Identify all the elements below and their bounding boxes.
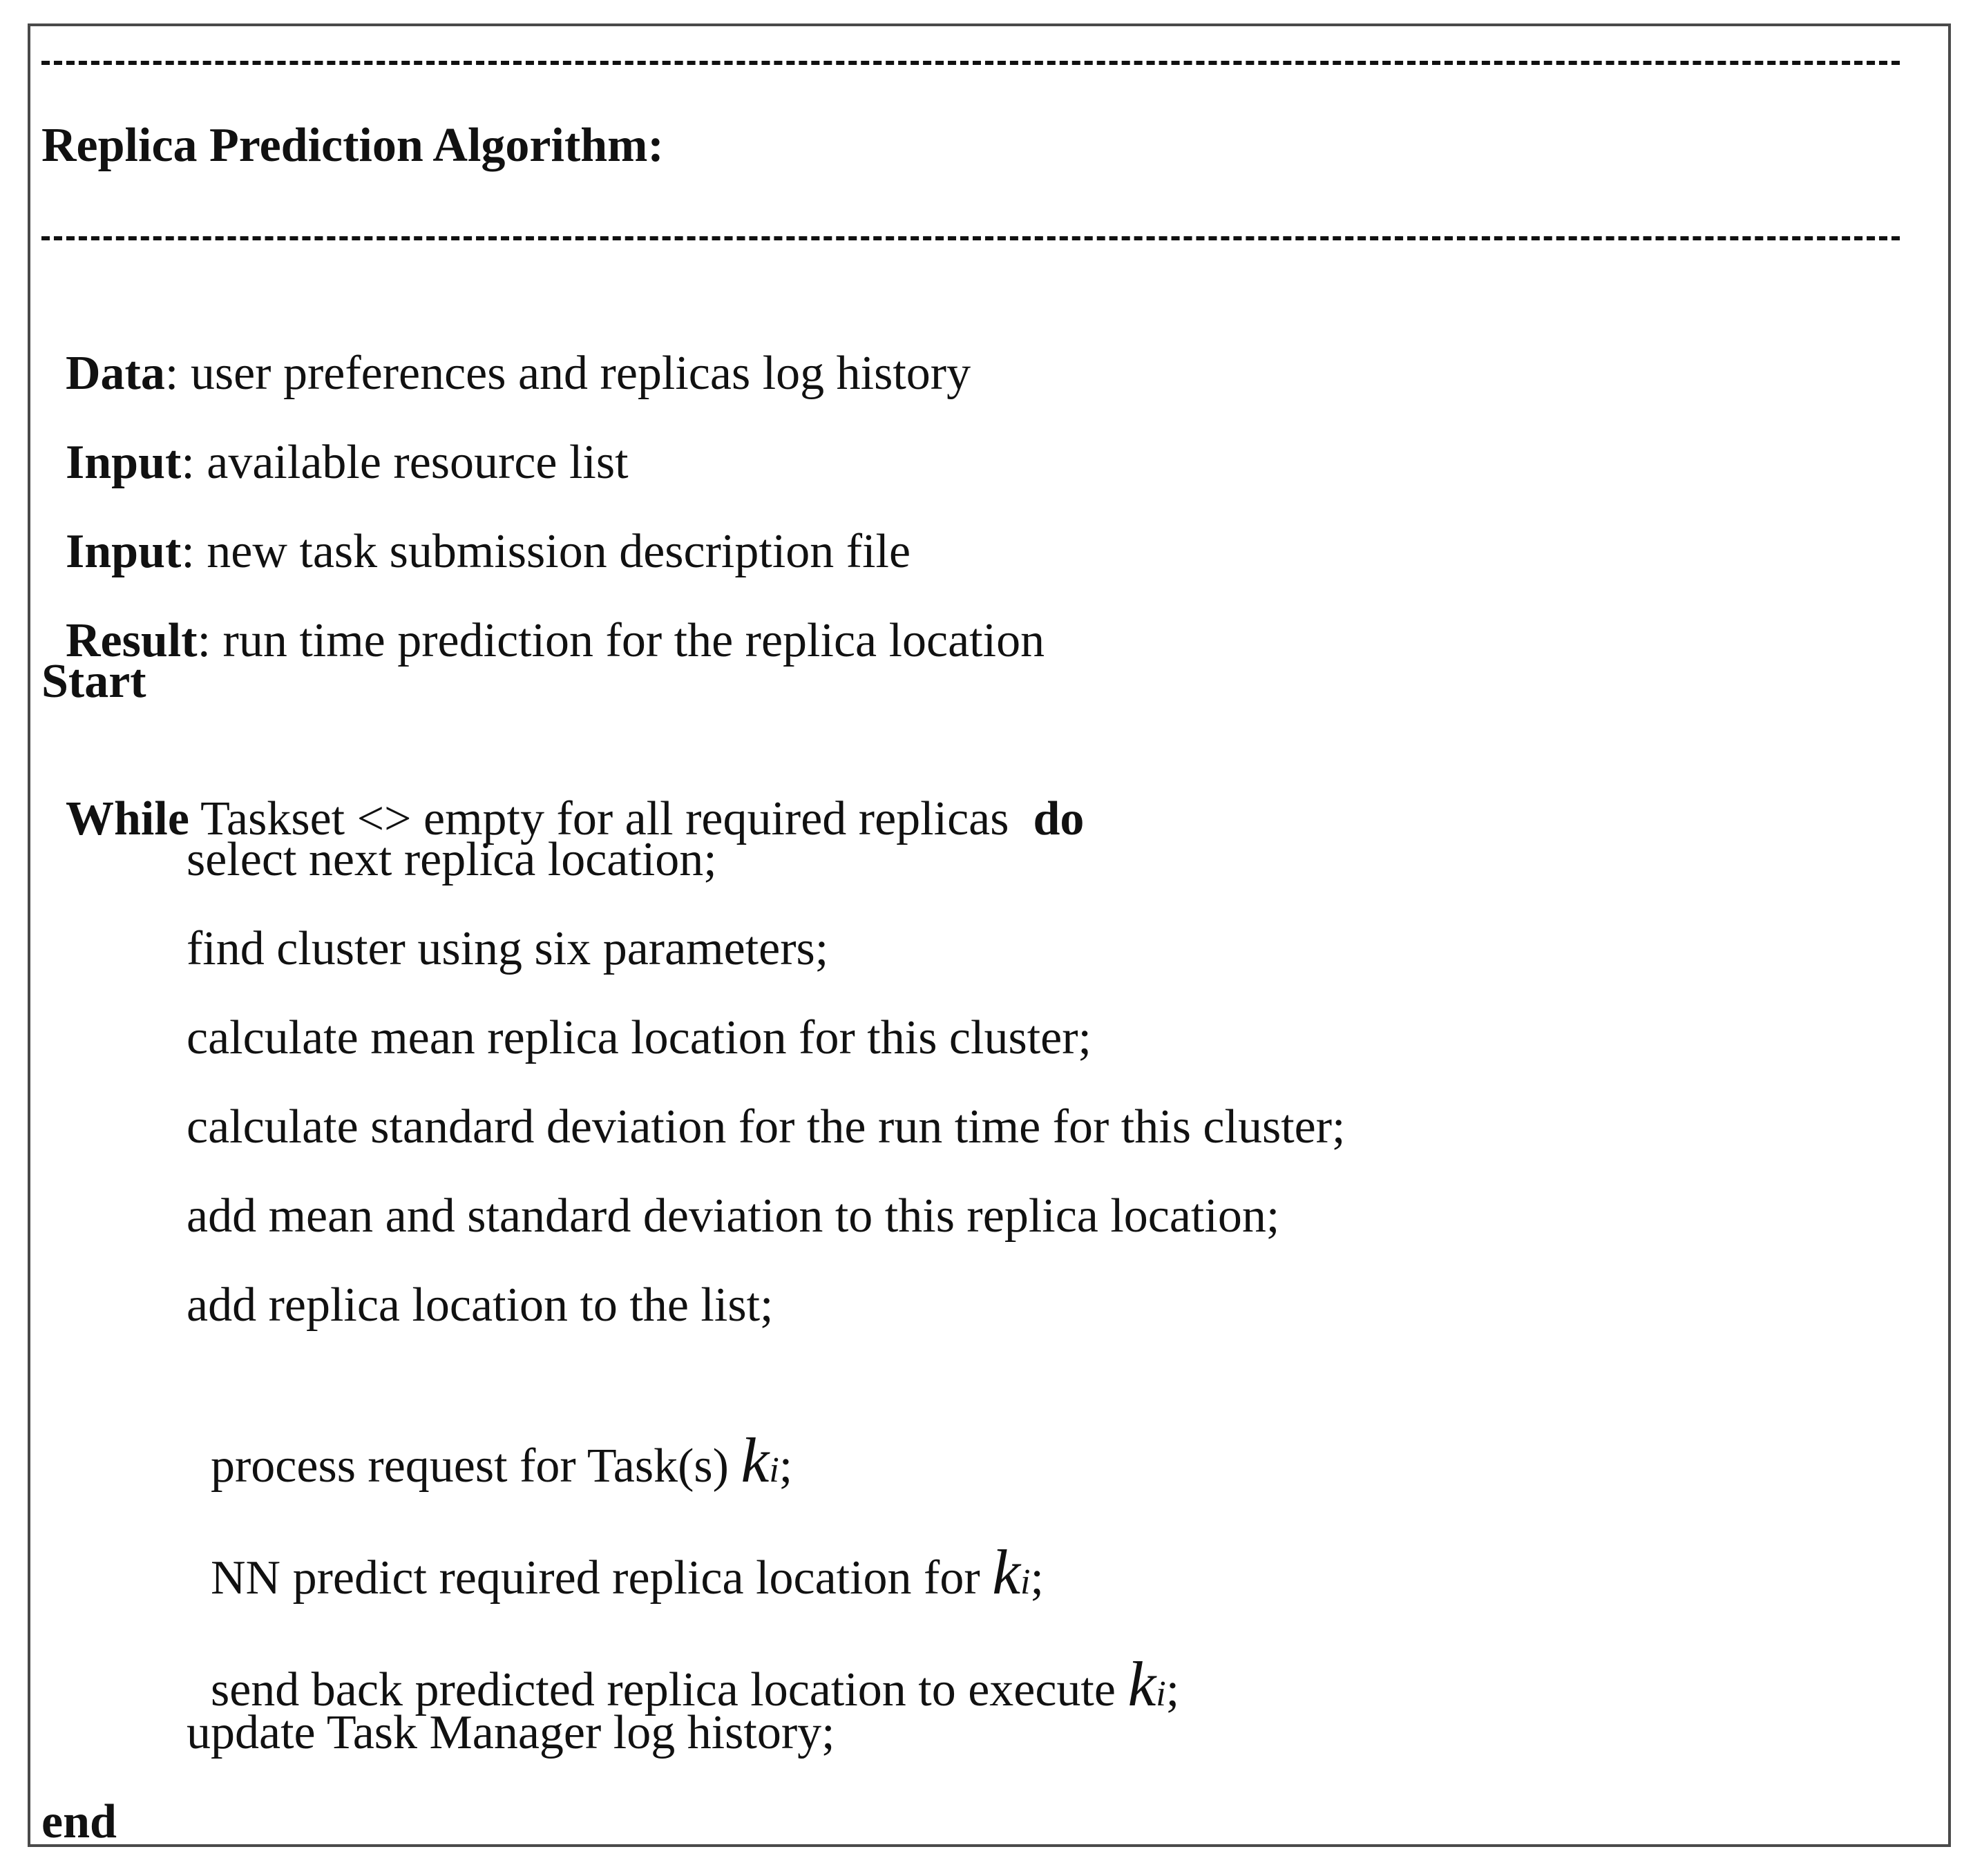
data-line <box>41 301 971 398</box>
input-text-1: : available resource list <box>181 436 629 489</box>
input-line-2 <box>41 479 911 576</box>
step-update-log: update Task Manager log history; <box>187 1706 835 1759</box>
process-request-text: process request for Task(s) <box>211 1439 741 1493</box>
nn-predict-text: NN predict required replica location for <box>211 1551 993 1605</box>
start-line: Start <box>41 655 146 708</box>
send-back-punctuation: ; <box>1165 1663 1180 1716</box>
title-dashed-rule <box>41 236 1900 240</box>
step-select-location: select next replica location; <box>187 833 717 886</box>
task-variable-k: k <box>992 1537 1021 1607</box>
step-calculate-std: calculate standard deviation for the run time for this cluster; <box>187 1100 1346 1154</box>
task-subscript-i: i <box>1020 1562 1031 1602</box>
nn-predict-punctuation: ; <box>1030 1551 1044 1605</box>
task-variable-k: k <box>741 1425 770 1495</box>
send-back-text: send back predicted replica location to execute <box>211 1663 1128 1716</box>
input-keyword-2: Input <box>66 525 182 578</box>
result-keyword: Result <box>66 614 198 667</box>
input-keyword-1: Input <box>66 436 182 489</box>
input-text-2: : new task submission description file <box>181 525 911 578</box>
top-dashed-rule <box>41 61 1900 65</box>
while-condition: Taskset <> empty for all required replicas <box>189 792 1033 845</box>
step-nn-predict <box>187 1492 1044 1607</box>
result-text: : run time prediction for the replica location <box>197 614 1045 667</box>
algorithm-title: Replica Prediction Algorithm: <box>41 119 664 172</box>
task-variable-k: k <box>1127 1649 1156 1719</box>
step-find-cluster: find cluster using six parameters; <box>187 922 829 975</box>
result-line <box>41 568 1045 665</box>
while-keyword: While <box>66 792 189 845</box>
do-keyword: do <box>1033 792 1085 845</box>
data-text: : user preferences and replicas log history <box>164 347 971 400</box>
step-add-to-list: add replica location to the list; <box>187 1279 774 1332</box>
task-subscript-i: i <box>1156 1674 1166 1714</box>
input-line-1 <box>41 390 629 487</box>
step-calculate-mean: calculate mean replica location for this cluster; <box>187 1011 1092 1064</box>
end-line: end <box>41 1795 117 1848</box>
step-process-request <box>187 1380 793 1495</box>
step-send-back <box>187 1604 1180 1719</box>
data-keyword: Data <box>66 347 165 400</box>
step-add-mean-std: add mean and standard deviation to this replica location; <box>187 1189 1280 1243</box>
while-line <box>41 747 1084 843</box>
task-subscript-i: i <box>769 1451 779 1490</box>
process-request-punctuation: ; <box>779 1439 793 1493</box>
